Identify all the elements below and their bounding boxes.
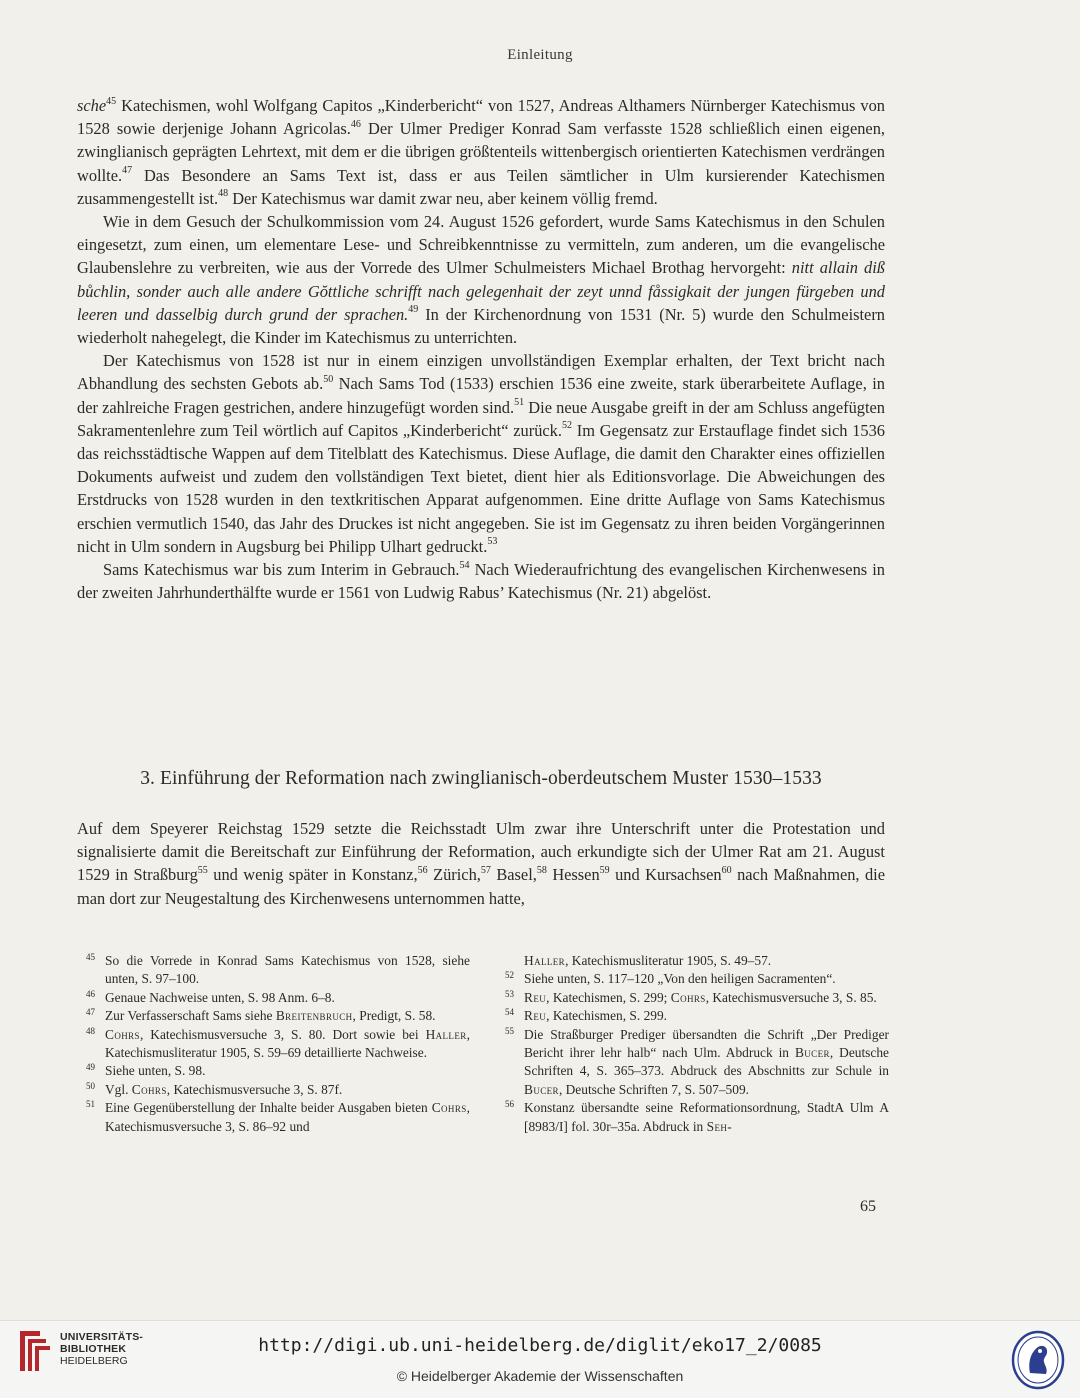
footnote-text: Siehe unten, S. 98. — [105, 1063, 206, 1079]
author-name: Bucer — [524, 1081, 559, 1097]
footnote-text: , Katechismusliteratur 1905, S. 49–57. — [565, 953, 772, 968]
footnote-number: 47 — [86, 1007, 95, 1018]
footnote-continuation — [496, 952, 889, 970]
text-run: Die neue Ausgabe greift in der am Schluss angefügten Sakramentenlehre zum Teil wörtlich auf Capitos „Kinderbericht“ zurück. — [77, 397, 885, 440]
footnote-ref[interactable]: 46 — [350, 118, 361, 130]
section-heading: 3. Einführung der Reformation nach zwinglianisch-oberdeutschem Muster 1530–1533 — [140, 768, 822, 789]
institution-line: UNIVERSITÄTS- — [60, 1331, 144, 1343]
viewer-footer — [0, 1320, 1080, 1398]
footnote-ref[interactable]: 53 — [487, 536, 498, 548]
footnote-ref[interactable]: 55 — [197, 864, 208, 876]
section-text — [77, 817, 885, 910]
permalink-url[interactable]: http://digi.ub.uni-heidelberg.de/diglit/eko17_2/0085 — [258, 1335, 822, 1356]
academy-seal-icon[interactable] — [1010, 1329, 1066, 1391]
text-run: und Kursachsen — [609, 865, 722, 885]
author-name: Breitenbruch — [275, 1008, 353, 1024]
footnote-ref[interactable]: 57 — [480, 864, 491, 876]
text-run: Der Katechismus war damit zwar neu, aber keinem völlig fremd. — [228, 188, 658, 208]
footnote-text: Genaue Nachweise unten, S. 98 Anm. 6–8. — [105, 989, 335, 1005]
footnote-text: Siehe unten, S. 117–120 „Von den heiligen Sacramenten“. — [524, 971, 836, 987]
footnote-ref[interactable]: 59 — [599, 864, 610, 876]
footnote — [496, 970, 889, 988]
text-run: Wie in dem Gesuch der Schulkommission vom 24. August 1526 gefordert, wurde Sams Katechismus in den Schulen eingesetzt, zum einen, um elementare Lese- und Schreibkenntnisse zu vermitteln, zum anderen, um die evangelische Glaubenslehre zu verbreiten, wie aus der Vorrede des Ulmer Schulmeisters Michael Brothag hervorgeht: — [77, 212, 885, 278]
author-name: Reu — [524, 1008, 547, 1024]
footnote-text: , Deutsche Schriften 4, S. 365–373. Abdruck des Abschnitts zur Schule in — [524, 1045, 889, 1079]
author-name: Cohrs — [131, 1081, 167, 1097]
footnotes-left-column — [77, 952, 470, 1136]
paragraph-3 — [77, 349, 885, 558]
paragraph-1 — [77, 94, 885, 210]
footnotes — [77, 952, 889, 1136]
author-name: Haller — [524, 953, 566, 968]
footnote — [496, 1099, 889, 1136]
footnote-number: 55 — [505, 1025, 514, 1036]
footnote-number: 46 — [86, 988, 95, 999]
institution-line: BIBLIOTHEK — [60, 1343, 127, 1355]
author-name: Reu — [524, 989, 547, 1005]
running-head: Einleitung — [507, 47, 573, 63]
text-run: und wenig später in Konstanz, — [207, 865, 418, 885]
footnote-number: 53 — [505, 988, 514, 999]
copyright-notice: © Heidelberger Akademie der Wissenschaften — [396, 1368, 684, 1384]
footnote-ref[interactable]: 47 — [122, 165, 133, 177]
paragraph-4 — [77, 558, 885, 604]
text-run: Nach Sams Tod (1533) erschien 1536 eine zweite, stark überarbeitete Auflage, in der zahlreiche Fragen gestrichen, andere hinzugefügt worden sind. — [77, 374, 885, 417]
footnote-number: 45 — [86, 952, 95, 962]
text-run: Katechismen, wohl Wolfgang Capitos „Kinderbericht“ von 1527, Andreas Althamers Nürnberger Katechismus von 1528 sowie derjenige Johann Agricolas. — [77, 96, 885, 139]
page-number: 65 — [860, 1198, 876, 1215]
footnote-number: 54 — [505, 1007, 514, 1018]
footnote — [77, 1099, 470, 1136]
footnote-ref[interactable]: 54 — [459, 559, 470, 571]
text-run: Zürich, — [427, 865, 481, 885]
text-run: Der Katechismus von 1528 ist nur in einem einzigen unvollständigen Exemplar erhalten, der Text bricht nach Abhandlung des sechsten Gebots ab. — [77, 351, 885, 394]
footnote — [496, 1007, 889, 1025]
footnote-text: , Katechismusversuche 3, S. 85. — [705, 989, 877, 1005]
footnote-text: , Predigt, S. 58. — [352, 1008, 436, 1024]
text-run: Im Gegensatz zur Erstauflage findet sich 1536 das reichsstädtische Wappen auf dem Titelblatt des Katechismus. Diese Auflage, die damit den Charakter eines offiziellen Dokuments aufweist und zudem den vollständigen Text bietet, dient hier als Editionsvorlage. Die Abweichungen des Erstdrucks von 1528 wurden in den textkritischen Apparat aufgenommen. Eine dritte Auflage von Sams Katechismus erschien vermutlich 1540, das Jahr des Druckes ist nicht angegeben. Sie ist im Gegensatz zu ihren beiden Vorgängerinnen nicht in Ulm sondern in Augsburg bei Philipp Ulhart gedruckt. — [77, 420, 886, 556]
author-name: Seh- — [706, 1118, 733, 1134]
footnote-text: So die Vorrede in Konrad Sams Katechismus von 1528, siehe unten, S. 97–100. — [105, 953, 470, 987]
footnote — [77, 989, 470, 1007]
footnote — [77, 952, 470, 989]
footnote-text: , Katechismusversuche 3, S. 87f. — [166, 1081, 343, 1097]
footnote-ref[interactable]: 49 — [408, 304, 419, 316]
paragraph-2 — [77, 210, 885, 349]
text-run: Der Ulmer Prediger Konrad Sam verfasste 1528 schließlich einen eigenen, zwinglianisch geprägten Lehrtext, mit dem er die übrigen größtenteils wittenbergisch orientierten Katechismen verdrängen wollte. — [77, 119, 885, 185]
footnote-text: , Katechismusversuche 3, S. 86–92 und — [105, 1100, 470, 1134]
footnote — [496, 989, 889, 1007]
footnote-text: Konstanz übersandte seine Reformationsordnung, StadtA Ulm A [8983/I] fol. 30r–35a. Abdruck in — [524, 1100, 889, 1134]
footnote — [77, 1026, 470, 1063]
footnote-text: Die Straßburger Prediger übersandten die Schrift „Der Prediger Bericht ihrer lehr halb“ nach Ulm. Abdruck in — [524, 1026, 889, 1061]
footnote — [496, 1026, 889, 1100]
footnote-text: , Katechismusliteratur 1905, S. 59–69 detaillierte Nachweise. — [105, 1026, 470, 1061]
text-run: Auf dem Speyerer Reichstag 1529 setzte die Reichsstadt Ulm zwar ihre Unterschrift unter die Protestation und signalisierte damit die Bereitschaft zur Einführung der Reformation, auch erkundigte sich der Ulmer Rat am 21. August 1529 in Straßburg — [77, 819, 885, 885]
footnote-number: 52 — [505, 970, 514, 981]
author-name: Cohrs — [431, 1100, 467, 1116]
footnote-ref[interactable]: 52 — [561, 420, 572, 432]
footnote-number: 49 — [86, 1062, 95, 1073]
footnote-text: Zur Verfasserschaft Sams siehe — [105, 1008, 276, 1024]
author-name: Haller — [425, 1026, 467, 1042]
footnote-text: , Katechismusversuche 3, S. 80. Dort sowie bei — [139, 1026, 426, 1042]
text-run: Hessen — [546, 865, 600, 885]
footnote-ref[interactable]: 51 — [514, 397, 525, 409]
text-run: Nach Wiederaufrichtung des evangelischen Kirchenwesens in der zweiten Jahrhunderthälfte wurde er 1561 von Ludwig Rabus’ Katechismus (Nr. 21) abgelöst. — [77, 560, 885, 603]
footnote-ref[interactable]: 60 — [721, 864, 732, 876]
footnote-ref[interactable]: 48 — [218, 188, 229, 200]
institution-line: HEIDELBERG — [60, 1355, 128, 1367]
footnote-ref[interactable]: 58 — [536, 864, 547, 876]
author-name: Cohrs — [670, 989, 706, 1005]
footnote-number: 50 — [86, 1080, 95, 1091]
text-run: nach Maßnahmen, die man dort zur Neugestaltung des Kirchenwesens unternommen hatte, — [77, 865, 885, 908]
author-name: Bucer — [794, 1045, 830, 1061]
text-run: Sams Katechismus war bis zum Interim in Gebrauch. — [103, 560, 460, 580]
footnote-text: Vgl. — [105, 1081, 132, 1097]
footnote — [77, 1007, 470, 1025]
footnote-text: , Deutsche Schriften 7, S. 507–509. — [558, 1081, 749, 1097]
footnote-ref[interactable]: 45 — [106, 95, 117, 107]
text-run: Basel, — [490, 865, 537, 885]
text-run: In der Kirchenordnung von 1531 (Nr. 5) wurde den Schulmeistern wiederholt nahegelegt, die Kinder im Katechismus zu unterrichten. — [77, 304, 885, 348]
footnote-ref[interactable]: 56 — [417, 864, 428, 876]
footnote-number: 48 — [86, 1025, 95, 1036]
footnote-number: 51 — [86, 1099, 95, 1110]
author-name: Cohrs — [105, 1026, 140, 1042]
footnote-ref[interactable]: 50 — [323, 373, 334, 385]
section-paragraph-1 — [77, 817, 885, 910]
body-text — [77, 94, 885, 604]
text-run: sche — [77, 96, 107, 115]
footnotes-right-column — [496, 952, 889, 1136]
footnote-text: , Katechismen, S. 299. — [546, 1008, 668, 1024]
footnote — [77, 1062, 470, 1080]
text-run: Das Besondere an Sams Text ist, dass er aus Teilen sämtlicher in Ulm kursierender Katechismen zusammengestellt ist. — [77, 165, 885, 208]
footnote-number: 56 — [505, 1099, 514, 1110]
footnote-text: Eine Gegenüberstellung der Inhalte beider Ausgaben bieten — [105, 1100, 432, 1116]
footnote — [77, 1081, 470, 1099]
quotation: nitt allain diß bůchlin, sonder auch alle andere Gŏttliche schrifft nach gelegenhait der zeyt unnd fåssigkait der jungen fürgeben und leeren und dasselbig durch grund der sprachen. — [77, 258, 885, 324]
footnote-text: , Katechismen, S. 299; — [546, 989, 671, 1005]
